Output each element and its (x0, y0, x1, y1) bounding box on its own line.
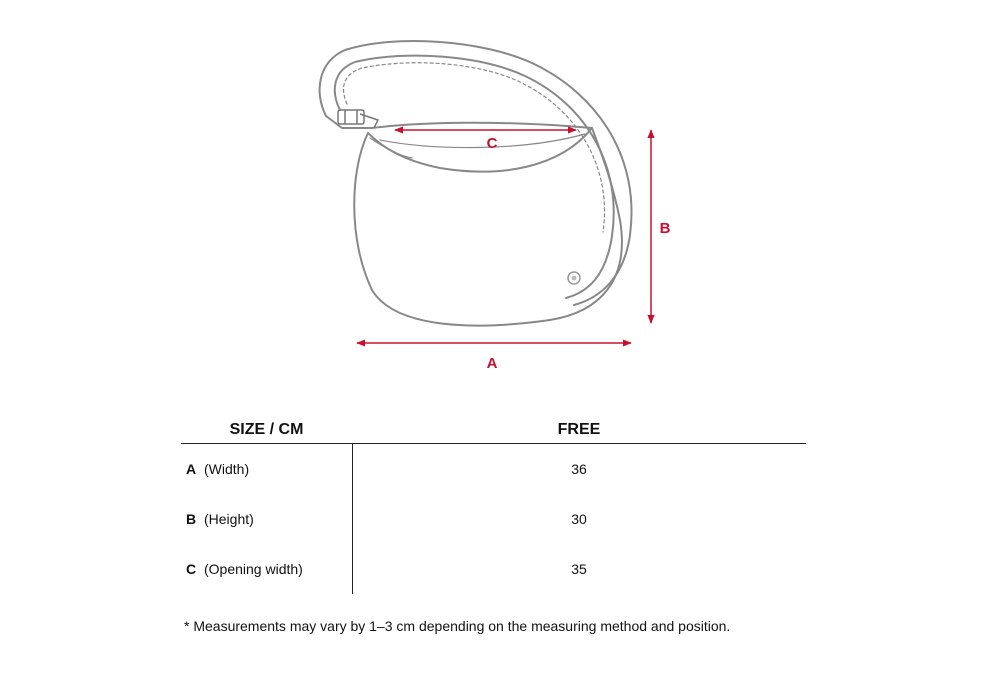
logo-badge-icon (568, 272, 580, 284)
row-letter: C (186, 561, 197, 577)
size-table (181, 416, 806, 596)
row-label: (Width) (204, 461, 250, 477)
shoulder-bag-outline (320, 41, 632, 326)
measurement-footnote: * Measurements may vary by 1–3 cm depending on the measuring method and position. (184, 618, 731, 634)
dimension-label-c: C (486, 135, 498, 152)
dimension-label-a: A (486, 355, 498, 372)
row-value: 36 (571, 461, 587, 477)
row-value: 30 (571, 511, 587, 527)
size-column-header: SIZE / CM (229, 421, 304, 438)
table-row (181, 461, 806, 481)
row-value: 35 (571, 561, 587, 577)
table-row (181, 561, 806, 581)
header-divider (181, 443, 806, 444)
free-column-header: FREE (557, 421, 601, 438)
dimension-label-b: B (659, 220, 671, 237)
row-letter: B (186, 511, 197, 527)
row-label: (Opening width) (204, 561, 303, 577)
row-label: (Height) (204, 511, 254, 527)
buckle-icon (338, 110, 378, 128)
table-row (181, 511, 806, 531)
row-letter: A (186, 461, 197, 477)
